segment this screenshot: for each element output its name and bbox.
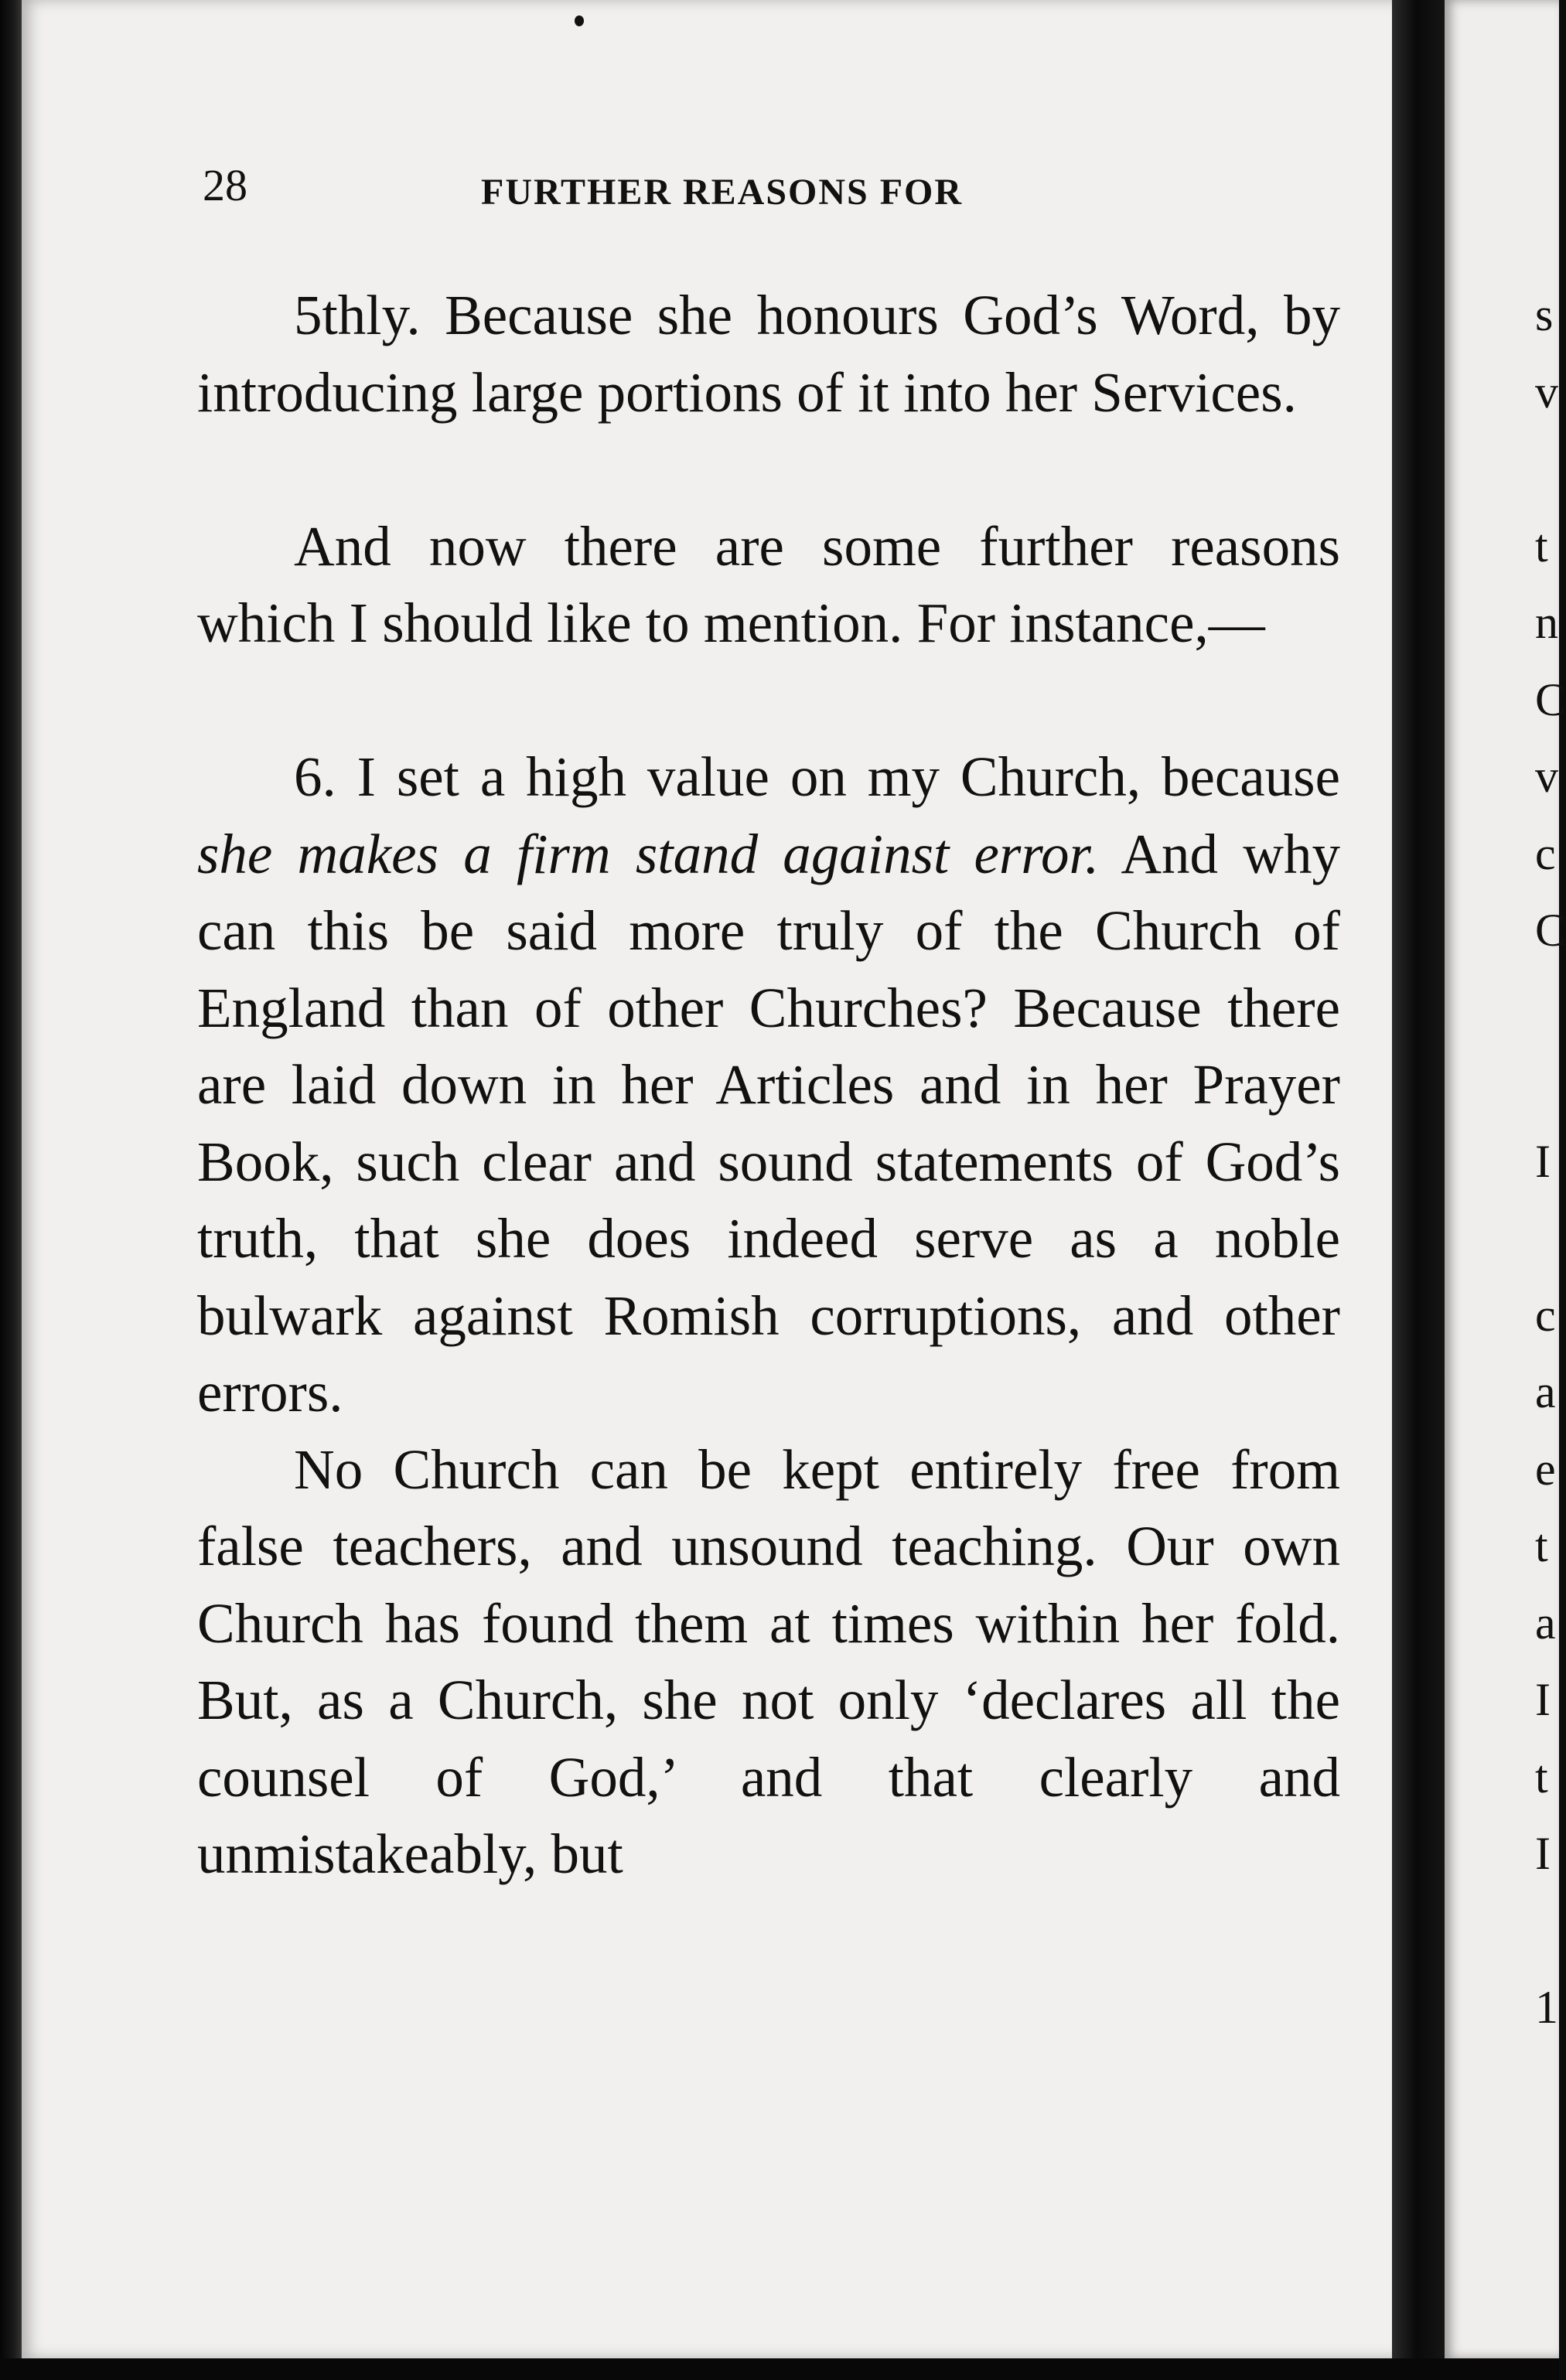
facing-page-letter: v	[1535, 366, 1558, 418]
paragraph-no-church: No Church can be kept entirely free from false teachers, and unsound teaching. Our own Church has found them at times within her fold. But, as a Church, she not only ‘declares all the counsel of God,’ and that clearly and unmistakeably, but	[197, 1437, 1340, 1885]
facing-page-letter: 1	[1535, 1982, 1558, 2033]
facing-page-letter: a	[1535, 1366, 1556, 1417]
facing-page-line-starts	[1535, 277, 1566, 2047]
facing-page-letter: C	[1535, 673, 1566, 725]
italic-phrase: she makes a firm stand against error.	[197, 822, 1100, 885]
facing-page-letter: I	[1535, 1828, 1551, 1879]
facing-page-letter: c	[1535, 1289, 1556, 1341]
scan-bottom-edge	[0, 2358, 1559, 2380]
facing-page-letter: v	[1535, 751, 1558, 802]
facing-page-letter: I	[1535, 1135, 1551, 1187]
binding-edge-left	[0, 0, 23, 2380]
paragraph-further-reasons: And now there are some further reasons which I should like to mention. For instance,—	[197, 514, 1340, 654]
paragraph-sixth-reason-lead: 6. I set a high value on my Church, because	[294, 745, 1340, 808]
facing-page-letter: t	[1535, 1751, 1548, 1802]
facing-page-letter	[1535, 1200, 1566, 1277]
book-gutter	[1392, 0, 1446, 2380]
facing-page-letter: I	[1535, 1674, 1551, 1725]
facing-page-letter: C	[1535, 905, 1566, 956]
running-head-title: FURTHER REASONS FOR	[481, 172, 964, 213]
facing-page-letter: s	[1535, 289, 1554, 340]
running-head	[203, 162, 1339, 217]
facing-page-letter	[1535, 1046, 1566, 1124]
facing-page-letter: n	[1535, 597, 1558, 648]
page-number: 28	[203, 160, 247, 210]
page-body	[197, 277, 1340, 1893]
paragraph-sixth-reason	[197, 738, 1340, 1431]
facing-page-letter: e	[1535, 1443, 1556, 1495]
facing-page-letter: t	[1535, 520, 1548, 571]
facing-page-letter	[1535, 970, 1566, 1047]
ink-speck	[575, 15, 584, 26]
paragraph-sixth-reason-rest: And why can this be said more truly of the Church of England than of other Churches? Because there are laid down in her Articles and in her Prayer Book, such clear and sound statements of God’s truth, that she does indeed serve as a noble bulwark against Romish corruptions, and other errors.	[197, 822, 1340, 1424]
facing-page-letter: a	[1535, 1597, 1556, 1649]
paragraph-fifthly: 5thly. Because she honours God’s Word, by introducing large portions of it into her Services.	[197, 284, 1340, 424]
facing-page-letter	[1535, 1893, 1566, 1970]
facing-page-letter	[1535, 431, 1566, 508]
facing-page-letter: t	[1535, 1520, 1548, 1571]
facing-page-letter: c	[1535, 827, 1556, 879]
